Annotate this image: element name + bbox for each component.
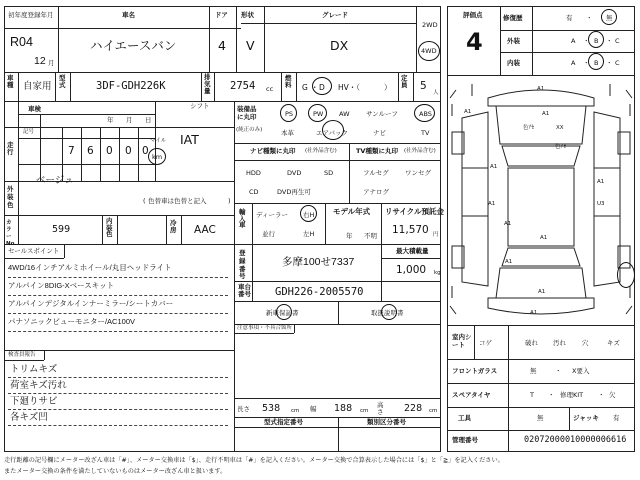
shape-label: 形状 [241,11,254,19]
shift-value: IAT [180,132,199,147]
color-value: ベージュ [36,175,74,186]
seat-stain: 汚れ [553,339,566,347]
fuel-g: G [302,83,308,92]
drive-2wd: 2WD [422,21,438,29]
width-value: 188 [334,403,353,414]
diagram-label-fade-1: 色ｱｾ [523,125,535,131]
equipment-label: 装備品に丸印 [237,105,257,121]
diagram-label-left-front: A1 [464,109,472,115]
nav-dvd: DVD [287,169,302,177]
seat-scratch: キズ [607,339,620,347]
ext-grade-b-circle [588,31,604,48]
diagram-label-rear-5: A1 [530,310,538,316]
car-name-label: 車名 [122,11,135,19]
import-right: 右H [303,211,315,219]
repair-sep: ・ [586,14,593,22]
door-value: 4 [218,38,226,53]
spare-sep-1: ・ [548,391,555,399]
capacity-load-label: 最大積載量 [396,247,429,255]
length-label: 長さ [237,405,250,413]
spare-kit: 修理KIT [560,391,584,399]
chassis-label: 車台番号 [238,283,251,299]
tools-label: 工具 [458,414,471,422]
repair-yes: 有 [566,14,573,22]
door-label: ドア [215,11,228,19]
footnote-line-1: 走行距離の記号欄にメーター改ざん車は「#」、メーター交換車は「$」、走行不明車は「#」を記入ください。メーター交換で合算表示した場合には「$」と「≧」を記入ください。 [4,457,504,464]
mileage-digit-5: 0 [142,145,149,157]
int-grade-c: C [615,59,620,67]
equip-airbag-circle [322,120,344,140]
diagram-label-hood: A1 [542,111,550,117]
equip-ps-circle [280,104,297,122]
diagram-label-right-rear: A1 [597,179,605,185]
color-no-label: カラーNo. [6,220,17,248]
diagram-label-rear-2: A1 [540,235,548,241]
diagram-rear-glass [502,248,580,266]
int-sep-2: ・ [606,59,613,67]
capacity-load-unit: kg [434,270,441,276]
equip-tv: TV [421,129,430,137]
shift-label: シフト [190,102,210,110]
int-grade-a: A [571,59,576,67]
diagram-label-left-rear: A1 [488,201,496,207]
fuel-d: D [319,83,325,92]
diagram-circle-right [617,262,635,288]
capacity-load-value: 1,000 [396,264,427,276]
type-number-label: 型式指定番号 [264,418,303,426]
jack-value: 有 [613,414,620,422]
grade-label: グレード [322,11,348,19]
equip-abs: ABS [419,110,432,118]
repair-no-circle [601,9,617,25]
tv-fullseg: フルセグ [363,169,389,177]
plate-label: 登録番号 [239,249,246,281]
capacity-label: 定員 [401,74,408,89]
record-manual: 取扱説明書 [371,309,404,317]
mileage-digit-1: 7 [68,145,75,157]
ac-value: AAC [194,224,216,236]
import-left: 左H [303,230,315,238]
interior-color-label: 内装色 [106,217,113,238]
mileage-note-label: 記号 [23,129,35,135]
diagram-left-side [462,109,488,286]
color-note-mark: ( [143,197,146,205]
mileage-digit-2: 6 [87,145,94,157]
model-year-year: 年 [346,232,353,240]
diagram-rear-bumper [488,298,594,314]
front-glass-none: 無 [530,367,537,375]
score-value: 4 [466,28,483,56]
inspection-day: 日 [145,116,152,124]
nav-sub: (社外品含む) [305,148,337,154]
seat-burn: コゲ [479,339,492,347]
mileage-unit-mile: マイル [150,138,167,144]
fuel-hv: HV・（ [338,83,361,92]
first-reg-era: R04 [10,35,33,49]
diagram-windshield [502,146,580,166]
color-label: 外装色 [7,185,14,209]
drive-4wd: 4WD [421,47,437,55]
plate-value: 多摩100せ7337 [282,256,355,268]
diagram-label-rear-4: A1 [538,289,546,295]
int-sep-1: ・ [583,59,590,67]
remarks-label: 注意事項・不具合箇所 [237,325,293,331]
diagram-label-u3: U3 [597,201,605,207]
import-dealer: ディーラー [256,211,288,219]
import-parallel: 並行 [262,230,275,238]
usage-value: 自家用 [23,81,52,92]
first-reg-month: 12 [34,55,46,67]
int-grade-b-circle [588,53,604,70]
first-reg-month-unit: 月 [48,59,55,67]
capacity-value: 5 [420,80,427,92]
inspector-line-2: 荷室キズ汚れ [10,380,67,391]
color-note: 色替車は色替と記入 [148,197,207,205]
mileage-digit-3: 0 [106,145,113,157]
equip-ps: PS [285,110,294,118]
fuel-close: ） [384,83,392,92]
inspection-month: 月 [126,116,133,124]
tv-label: TV種類に丸印 [356,147,398,155]
nav-cd: CD [249,188,259,196]
height-label: 高さ [377,401,384,416]
inspector-line-3: 下廻りサビ [10,396,58,407]
sales-point-label: セールスポイント [8,247,60,255]
spare-tire-label: スペアタイヤ [452,391,491,399]
tv-analog: アナログ [363,188,389,196]
control-number-label: 管理番号 [452,436,478,444]
score-label: 評価点 [463,11,483,19]
ext-grade-c: C [615,37,620,45]
mileage-label: 走行 [7,141,14,156]
seat-tear: 破れ [525,339,538,347]
equip-navi: ナビ [373,129,386,137]
tools-value: 無 [537,414,544,422]
spare-t: T [530,391,534,399]
nav-label: ナビ種類に丸印 [250,147,296,155]
fuel-label: 燃料 [285,74,292,89]
import-right-circle [300,205,317,222]
fuel-d-circle [312,77,332,95]
width-label: 幅 [310,405,317,413]
class-number-label: 類別区分番号 [367,418,406,426]
car-name-value: ハイエースバン [90,39,177,53]
ext-sep-2: ・ [606,37,613,45]
grade-value: DX [330,38,349,53]
diagram-label-rear-1: A1 [504,221,512,227]
interior-label: 内装 [507,59,520,67]
width-unit: cm [360,408,369,414]
mileage-unit-km: km [152,153,163,161]
diagram-label-rear-3: A1 [505,259,513,265]
sales-point-line-2: アルパイン8DIG-Xベースキット [8,281,115,290]
equip-leather: 本革 [281,129,294,137]
exterior-label: 外装 [507,37,520,45]
seat-hole: 穴 [582,339,589,347]
nav-dvd-play: DVD再生可 [277,188,311,196]
inspector-label: 検査員報告 [8,352,36,358]
diagram-right-side [594,112,620,286]
car-damage-diagram [448,76,634,324]
repair-history-label: 修復歴 [503,14,523,22]
equip-pw-circle [308,104,327,122]
chassis-value: GDH226-2005570 [275,286,364,298]
inspection-label: 車検 [28,105,41,113]
front-glass-replace: X要入 [572,367,590,375]
diagram-label-fade-2: 色ｱｾ [555,144,567,150]
model-year-label: モデル年式 [333,207,371,216]
recycle-value: 11,570 [392,224,429,236]
sales-point-line-3: アルパインデジタルインナーミラー/シートカバー [8,299,174,308]
import-label: 輸入車 [239,208,246,229]
tv-oneseg: ワンセグ [405,169,431,177]
equip-airbag: エアバック [316,129,348,137]
length-value: 538 [262,403,281,414]
ac-label: 冷房 [170,219,177,234]
diagram-label-left-mid: A1 [490,164,498,170]
fuel-dot: ・ [311,83,319,92]
tv-sub: (社外品含む) [404,148,436,154]
displacement-unit: cc [266,85,274,93]
ext-grade-b: B [594,37,599,45]
recycle-unit: 円 [433,232,439,238]
equip-aw: AW [339,110,350,118]
ext-grade-a: A [571,37,576,45]
displacement-value: 2754 [230,80,256,92]
length-unit: cm [291,408,300,414]
diagram-label-xx: XX [556,125,564,131]
inspector-line-4: 各キズ凹 [10,412,48,423]
first-reg-label: 初年度登録年月 [8,11,54,19]
equipment-sublabel: (純正のみ) [236,127,263,133]
recycle-label: リサイクル預託金 [385,207,444,216]
capacity-unit: 人 [433,90,439,96]
control-number-value: 02072000010000006616 [524,435,627,445]
mileage-km-circle [148,148,166,165]
nav-hdd: HDD [246,169,261,177]
record-new-circle [276,304,292,320]
equip-sunroof: サンルーフ [366,110,398,118]
jack-label: ジャッキ [573,414,599,422]
spare-sep-2: ・ [598,391,605,399]
diagram-label-front: A1 [537,86,545,92]
front-glass-label: フロントガラス [452,367,498,375]
equip-pw: PW [313,110,324,118]
int-grade-b: B [594,59,599,67]
repair-no: 無 [606,14,613,22]
model-year-unknown: 不明 [364,232,377,240]
sales-point-line-1: 4WD/16インチアルミホイール/丸目ヘッドライト [8,263,172,272]
record-manual-circle [381,304,397,320]
height-unit: cm [429,408,438,414]
footnote-line-2: またメーター交換の条件を満たしていないものはメーター改ざん車と扱います。 [4,468,227,475]
inspection-year: 年 [107,116,114,124]
inspector-line-1: トリムキズ [10,364,58,375]
vehicle-class-label: 車種 [7,74,14,89]
nav-sd: SD [324,169,334,177]
record-new-warranty: 新車保証書 [266,309,299,317]
ext-sep-1: ・ [583,37,590,45]
drive-4wd-circle [418,41,440,61]
interior-seat-label: 室内シート [452,333,472,350]
model-label: 型式 [59,74,66,89]
model-value: 3DF-GDH226K [96,80,166,92]
sales-point-line-4: パナソニックビューモニター/AC100V [8,317,135,326]
color-no-value: 599 [52,224,71,235]
color-note-close: ) [228,197,231,205]
equip-abs-circle [414,104,435,122]
front-glass-sep: ・ [555,367,562,375]
shape-value: V [246,38,255,53]
height-value: 228 [404,403,423,414]
mileage-digit-4: 0 [125,145,132,157]
displacement-label: 排気量 [204,73,211,96]
diagram-hood [496,106,586,144]
spare-missing: 欠 [609,391,616,399]
